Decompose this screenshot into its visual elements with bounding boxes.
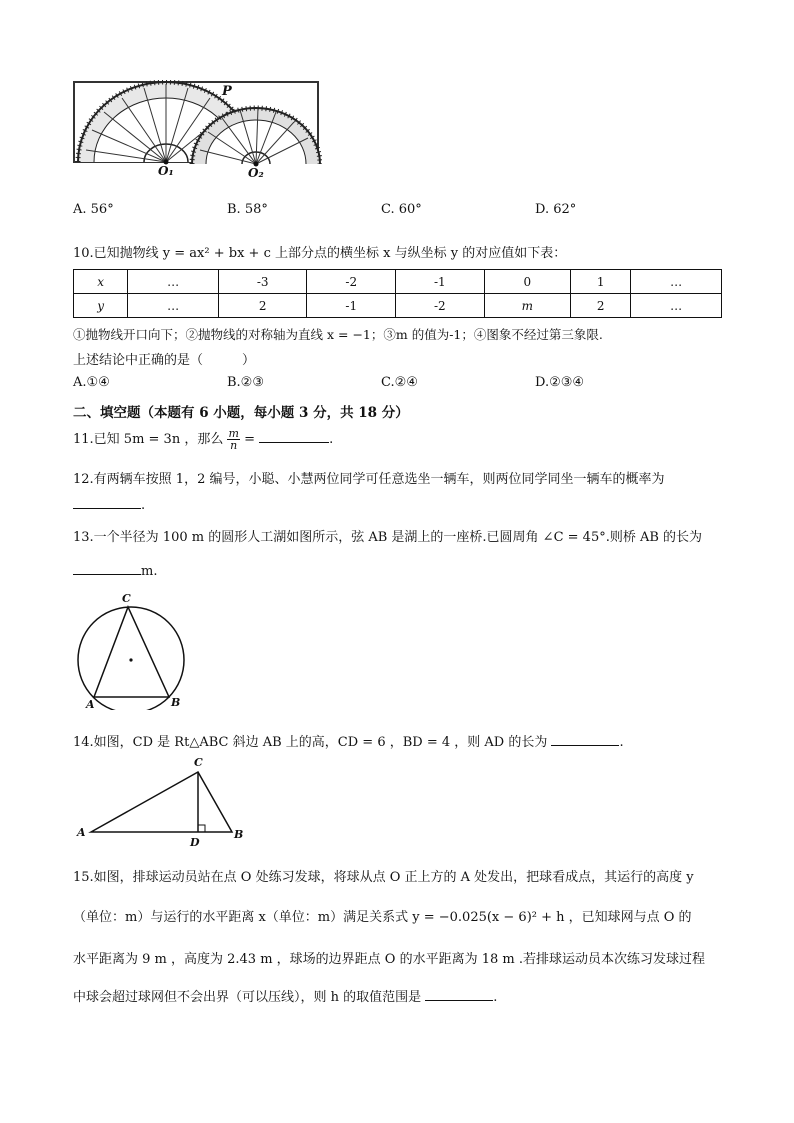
q10-question: 上述结论中正确的是（ ） xyxy=(73,353,256,368)
q11-fraction xyxy=(227,428,239,451)
q11-equals: = xyxy=(244,432,255,447)
q13-line1: 13.一个半径为 100 m 的圆形人工湖如图所示，弦 AB 是湖上的一座桥.已圆周角 ∠C = 45°.则桥 AB 的长为 xyxy=(73,530,703,545)
q15-answer-blank[interactable] xyxy=(425,988,493,1001)
label-p: P xyxy=(222,84,232,99)
q9-option-a[interactable]: A. 56° xyxy=(73,202,114,217)
q14-label-c: C xyxy=(194,756,203,769)
q11-text: 11.已知 5m = 3n ，那么 xyxy=(73,432,224,447)
q14-label-a: A xyxy=(77,826,86,839)
q11-answer-blank[interactable] xyxy=(259,430,329,443)
table-cell: x xyxy=(74,270,128,294)
q14-label-d: D xyxy=(190,836,200,849)
q13-unit: m. xyxy=(141,564,158,579)
q10-table xyxy=(73,269,722,318)
table-cell: 0 xyxy=(484,270,570,294)
q13-label-c: C xyxy=(122,592,131,605)
q13-answer xyxy=(73,562,157,579)
table-cell: … xyxy=(631,294,722,318)
q14-label-b: B xyxy=(234,828,244,841)
table-cell: 1 xyxy=(571,270,631,294)
q14-answer-blank[interactable] xyxy=(551,733,619,746)
q9-option-d[interactable]: D. 62° xyxy=(535,202,577,217)
q10-option-d[interactable]: D.②③④ xyxy=(535,375,585,390)
q12-line1: 12.有两辆车按照 1，2 编号，小聪、小慧两位同学可任意选坐一辆车，则两位同学同坐一辆车的概率为 xyxy=(73,472,665,487)
q10-option-b[interactable]: B.②③ xyxy=(227,375,264,390)
q10-option-a[interactable]: A.①④ xyxy=(73,375,110,390)
q15-line3: 水平距离为 9 m ，高度为 2.43 m ，球场的边界距点 O 的水平距离为 18 m .若排球运动员本次练习发球过程 xyxy=(73,952,705,967)
q9-option-b[interactable]: B. 58° xyxy=(227,202,268,217)
q13-answer-blank[interactable] xyxy=(73,562,141,575)
table-cell: -2 xyxy=(396,294,485,318)
q12-answer xyxy=(73,496,145,513)
q12-end: . xyxy=(141,498,146,513)
q13-circle-figure xyxy=(74,590,194,710)
q14 xyxy=(73,731,624,750)
q14-triangle-figure xyxy=(74,752,249,847)
table-cell: … xyxy=(128,270,219,294)
table-cell: -1 xyxy=(307,294,396,318)
table-cell: … xyxy=(128,294,219,318)
q9-option-c[interactable]: C. 60° xyxy=(381,202,422,217)
q13-label-a: A xyxy=(86,698,95,711)
q15-end: . xyxy=(493,990,498,1005)
q15-line4-text: 中球会超过球网但不会出界（可以压线），则 h 的取值范围是 xyxy=(73,990,422,1005)
q15-line4 xyxy=(73,986,497,1005)
table-cell: -1 xyxy=(396,270,485,294)
q10-statements: ①抛物线开口向下；②抛物线的对称轴为直线 x = −1；③m 的值为-1；④图象不经过第三象限. xyxy=(73,327,603,342)
label-o1: O₁ xyxy=(158,164,174,178)
table-cell: 2 xyxy=(571,294,631,318)
q13-label-b: B xyxy=(171,696,181,709)
q14-end: . xyxy=(619,735,624,750)
q10-stem: 10.已知抛物线 y = ax² + bx + c 上部分点的横坐标 x 与纵坐标 y 的对应值如下表： xyxy=(73,246,567,261)
label-o2: O₂ xyxy=(248,166,264,180)
table-row-y xyxy=(74,294,722,318)
q11-denominator: n xyxy=(230,439,238,452)
q10-option-c[interactable]: C.②④ xyxy=(381,375,418,390)
q15-line1: 15.如图，排球运动员站在点 O 处练习发球，将球从点 O 正上方的 A 处发出，把球看成点，其运行的高度 y xyxy=(73,870,694,885)
q11 xyxy=(73,428,333,451)
table-cell: -3 xyxy=(218,270,307,294)
q12-answer-blank[interactable] xyxy=(73,496,141,509)
table-cell: y xyxy=(74,294,128,318)
q14-text: 14.如图，CD 是 Rt△ABC 斜边 AB 上的高，CD = 6 ，BD = 4 ，则 AD 的长为 xyxy=(73,735,548,750)
q11-numerator: m xyxy=(228,427,239,440)
table-cell: 2 xyxy=(218,294,307,318)
table-cell: … xyxy=(631,270,722,294)
table-cell: m xyxy=(484,294,570,318)
q11-end: . xyxy=(329,432,334,447)
table-row-x xyxy=(74,270,722,294)
section-title: 二、填空题（本题有 6 小题，每小题 3 分，共 18 分） xyxy=(73,405,409,421)
q15-line2: （单位：m）与运行的水平距离 x（单位：m）满足关系式 y = −0.025(x − 6)² + h ，已知球网与点 O 的 xyxy=(73,910,692,925)
protractor-figure xyxy=(72,80,322,180)
table-cell: -2 xyxy=(307,270,396,294)
